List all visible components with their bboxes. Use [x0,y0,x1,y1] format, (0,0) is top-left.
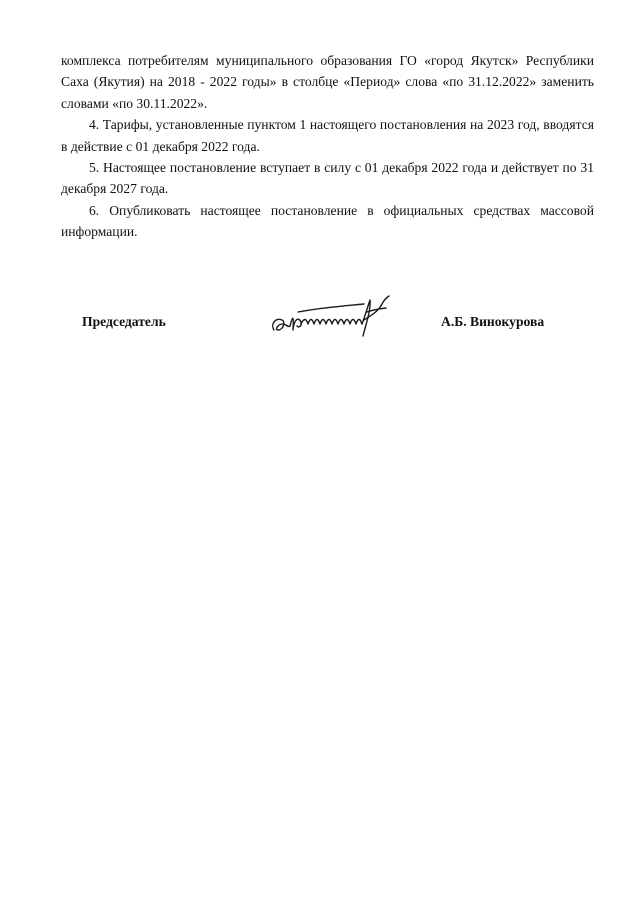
handwritten-signature [268,290,398,340]
document-body [61,50,594,243]
paragraph-item-6: 6. Опубликовать настоящее постановление в официальных средствах массовой информации. [61,202,594,240]
paragraph-item-5: 5. Настоящее постановление вступает в силу с 01 декабря 2022 года и действует по 31 декабря 2027 года. [61,160,594,197]
paragraph-item-4: 4. Тарифы, установленные пунктом 1 настоящего постановления на 2023 год, вводятся в действие с 01 декабря 2022 года. [61,117,594,154]
signatory-role: Председатель [82,314,166,329]
paragraph-continuation: комплекса потребителям муниципального образования ГО «город Якутск» Республики Саха (Якутия) на 2018 - 2022 годы» в столбце «Период» слова «по 31.12.2022» заменить словами «по 30.11.2022». [61,53,594,111]
signature-block [0,290,640,350]
signatory-name: А.Б. Винокурова [441,314,545,329]
